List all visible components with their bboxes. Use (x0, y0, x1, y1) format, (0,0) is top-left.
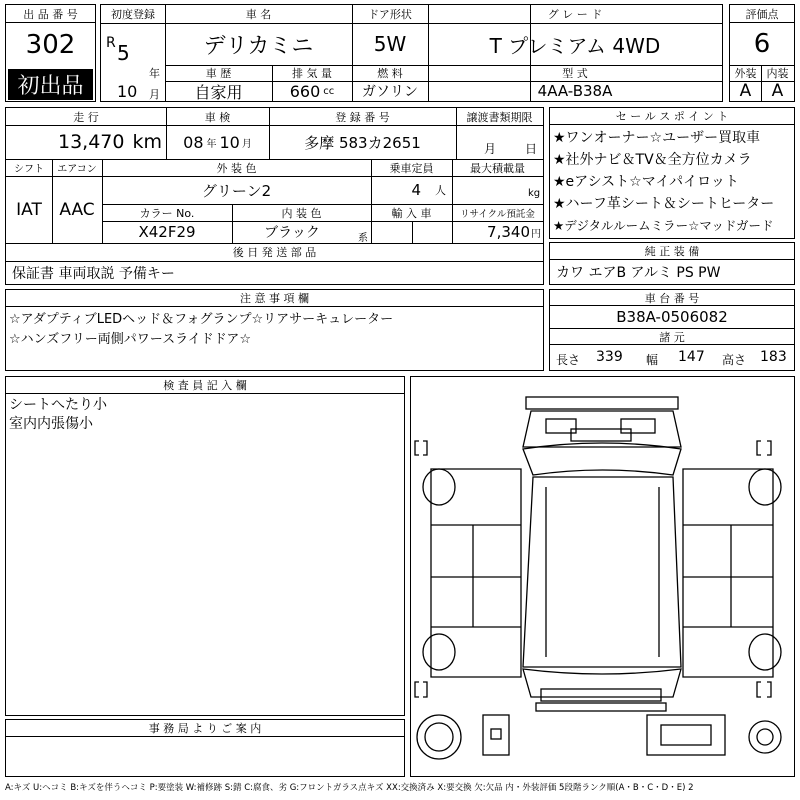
capacity-cell (371, 176, 452, 204)
interior-grade: A (771, 81, 784, 101)
shift-value: IAT (16, 199, 42, 220)
first-reg-month-unit: 月 (149, 88, 160, 101)
color-no-label: カラー No. (139, 206, 195, 220)
width-label: 幅 (646, 353, 659, 367)
history-label: 車 歴 (205, 67, 232, 80)
mileage-label: 走 行 (73, 110, 99, 124)
first-reg-era: R (106, 35, 116, 51)
score-box (729, 4, 795, 102)
chassis-label: 車 台 番 号 (550, 290, 794, 306)
int-color-value: ブラック (264, 225, 320, 241)
first-reg-year-unit: 年 (149, 67, 160, 80)
chassis-box (549, 289, 795, 371)
import-label: 輸 入 車 (391, 206, 432, 220)
exterior-label: 外装 (734, 67, 757, 80)
model-label: 型 式 (562, 67, 588, 80)
notes-line: ☆アダプティブLEDヘッド＆フォグランプ☆リアサーキュレーター (9, 312, 394, 327)
door-label: ドア形状 (368, 8, 412, 21)
inspection-year-unit: 年 (206, 138, 217, 150)
exterior-grade: A (739, 81, 752, 101)
length-value: 339 (596, 349, 623, 365)
max-load-label: 最大積載量 (470, 161, 525, 175)
displacement-cell (272, 81, 352, 101)
capacity-value: 4 (411, 181, 421, 199)
std-equip-box (549, 242, 795, 285)
transfer-label: 譲渡書類期限 (466, 110, 533, 124)
inspector-line: シートへたり小 (9, 397, 107, 413)
notes-box (5, 289, 544, 371)
recycle-cell (452, 221, 543, 243)
car-name-label: 車 名 (245, 8, 272, 21)
first-reg-month: 10 (117, 82, 138, 101)
model-value: 4AA-B38A (537, 82, 613, 100)
mileage-cell (6, 125, 166, 159)
fuel-value: ガソリン (362, 84, 418, 100)
height-value: 183 (760, 349, 787, 365)
transfer-month-unit: 月 (484, 142, 497, 156)
ext-color-value: グリーン2 (201, 181, 272, 200)
grade-value: T プレミアム 4WD (489, 33, 661, 58)
transfer-day-unit: 日 (525, 142, 538, 156)
car-diagram (411, 377, 794, 776)
later-parts-label: 後 日 発 送 部 品 (232, 246, 317, 259)
inspection-month-unit: 月 (241, 138, 252, 150)
car-outline (415, 397, 781, 759)
inspection-month: 10 (219, 132, 240, 152)
mileage-value: 13,470 (58, 131, 125, 153)
history-value: 自家用 (194, 82, 243, 101)
lot-box (5, 4, 96, 102)
office-box (5, 719, 405, 777)
inspection-label: 車 検 (204, 110, 231, 124)
later-parts-value: 保証書 車両取説 予備キー (12, 265, 175, 282)
displacement-value: 660 (289, 81, 321, 101)
std-equip-value: カワ エアB アルミ PS PW (556, 265, 721, 281)
sales-points-box (549, 107, 795, 239)
ext-color-label: 外 装 色 (216, 161, 257, 175)
car-diagram-box (410, 376, 795, 777)
color-no-value: X42F29 (138, 223, 196, 241)
score-value: 6 (753, 29, 771, 59)
length-label: 長さ (556, 353, 581, 367)
grade-label: グ レ ー ド (547, 8, 603, 21)
office-label: 事 務 局 よ り ご 案 内 (6, 720, 404, 737)
first-reg-year: 5 (117, 41, 130, 65)
detail-grid (5, 107, 544, 285)
sales-point-item: ★社外ナビ＆TV＆全方位カメラ (553, 152, 752, 168)
car-name-value: デリカミニ (203, 33, 314, 59)
inspector-label: 検 査 員 記 入 欄 (6, 377, 404, 394)
first-listing-badge: 初出品 (8, 69, 93, 100)
inspection-year: 08 (183, 132, 204, 152)
dims-label: 諸 元 (550, 329, 794, 345)
chassis-value: B38A-0506082 (550, 306, 794, 329)
inspection-cell (166, 125, 269, 159)
capacity-unit: 人 (435, 184, 446, 197)
recycle-label: リサイクル預託金 (460, 208, 535, 220)
header-grid (100, 4, 723, 102)
shift-label: シフト (14, 164, 44, 175)
recycle-value: 7,340 (487, 223, 530, 241)
recycle-unit: 円 (531, 228, 541, 240)
sales-point-item: ★eアシスト☆マイパイロット (553, 174, 739, 190)
sales-point-item: ★デジタルルームミラー☆マッドガード (553, 218, 774, 233)
aircon-label: エアコン (57, 164, 97, 175)
score-label: 評価点 (730, 5, 794, 23)
height-label: 高さ (722, 353, 747, 367)
int-color-label: 内 装 色 (281, 206, 322, 220)
displacement-label: 排 気 量 (292, 67, 332, 80)
capacity-label: 乗車定員 (389, 161, 434, 175)
std-equip-label: 純 正 装 備 (550, 243, 794, 260)
lot-number: 302 (25, 30, 76, 60)
inspector-box (5, 376, 405, 716)
notes-label: 注 意 事 項 欄 (6, 290, 543, 307)
fuel-label: 燃 料 (377, 67, 403, 80)
sales-point-item: ★ハーフ革シート＆シートヒーター (553, 196, 775, 212)
sales-point-item: ★ワンオーナー☆ユーザー買取車 (553, 130, 761, 146)
displacement-unit: cc (323, 85, 335, 97)
sales-points-label: セ ー ル ス ポ イ ン ト (550, 108, 794, 125)
mileage-unit: km (132, 131, 162, 153)
int-color-suffix: 系 (358, 233, 368, 244)
plate-label: 登 録 番 号 (335, 110, 390, 124)
aircon-value: AAC (59, 199, 95, 220)
door-value: 5W (373, 32, 407, 56)
first-reg-label: 初度登録 (111, 8, 155, 21)
damage-legend: A:キズ U:ヘコミ B:キズを伴うヘコミ P:要塗装 W:補修跡 S:錆 C:腐食、劣 G:フロントガラス点キズ XX:交換済み X:要交換 欠:欠品 内・外装評価 5段階ランク順(A・B・C・D・E) 2 (5, 783, 694, 793)
interior-label: 内装 (766, 67, 789, 80)
plate-value: 多摩 583カ2651 (304, 133, 421, 152)
notes-line: ☆ハンズフリー両側パワースライドドア☆ (9, 332, 251, 347)
width-value: 147 (678, 349, 705, 365)
max-load-unit: kg (528, 188, 541, 199)
inspector-line: 室内内張傷小 (9, 416, 93, 432)
lot-label: 出 品 番 号 (6, 5, 95, 23)
